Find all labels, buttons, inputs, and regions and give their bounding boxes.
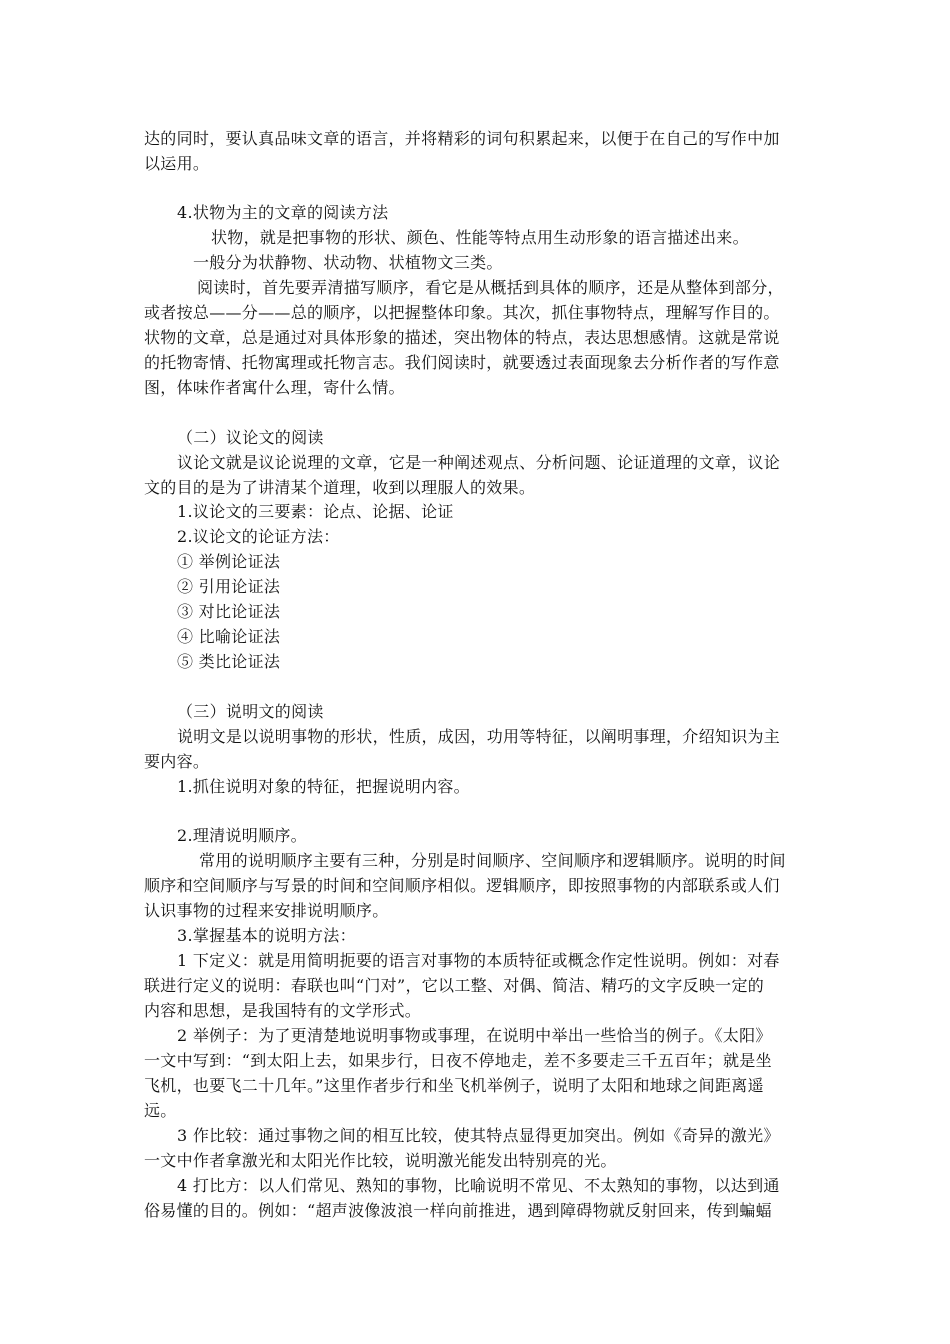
text-line: 2.理清说明顺序。 [177, 826, 307, 845]
list-item: ⑤ 类比论证法 [177, 652, 281, 671]
text-line: 飞机，也要飞二十几年。”这里作者步行和坐飞机举例子，说明了太阳和地球之间距离遥 [144, 1076, 764, 1095]
text-line: 认识事物的过程来安排说明顺序。 [144, 901, 389, 920]
text-line: 达的同时，要认真品味文章的语言，并将精彩的词句积累起来，以便于在自己的写作中加 [144, 129, 780, 148]
text-line: 一般分为状静物、状动物、状植物文三类。 [193, 253, 503, 272]
text-line: 1.抓住说明对象的特征，把握说明内容。 [177, 777, 470, 796]
text-line: 4 打比方：以人们常见、熟知的事物，比喻说明不常见、不太熟知的事物，以达到通 [177, 1176, 780, 1195]
text-line: 状物的文章，总是通过对具体形象的描述，突出物体的特点，表达思想感情。这就是常说 [144, 328, 780, 347]
text-line: 联进行定义的说明：春联也叫“门对”，它以工整、对偶、简洁、精巧的文字反映一定的 [144, 976, 765, 995]
text-line: 1.议论文的三要素：论点、论据、论证 [177, 502, 454, 521]
text-line: 说明文是以说明事物的形状，性质，成因，功用等特征，以阐明事理，介绍知识为主 [177, 727, 781, 746]
text-line: 内容和思想，是我国特有的文学形式。 [144, 1001, 422, 1020]
text-line: 图，体味作者寓什么理，寄什么情。 [144, 378, 405, 397]
text-line: 文的目的是为了讲清某个道理，收到以理服人的效果。 [144, 478, 536, 497]
text-line: 常用的说明顺序主要有三种，分别是时间顺序、空间顺序和逻辑顺序。说明的时间 [199, 851, 786, 870]
text-line: 阅读时，首先要弄清描写顺序，看它是从概括到具体的顺序，还是从整体到部分， [197, 278, 784, 297]
text-line: 或者按总——分——总的顺序，以把握整体印象。其次，抓住事物特点，理解写作目的。 [144, 303, 780, 322]
text-line: 的托物寄情、托物寓理或托物言志。我们阅读时，就要透过表面现象去分析作者的写作意 [144, 353, 780, 372]
section-heading: （二）议论文的阅读 [177, 428, 324, 447]
text-line: 一文中写到：“到太阳上去，如果步行，日夜不停地走，差不多要走三千五百年；就是坐 [144, 1051, 772, 1070]
text-line: 俗易懂的目的。例如：“超声波像波浪一样向前推进，遇到障碍物就反射回来，传到蝙蝠 [144, 1201, 772, 1220]
text-line: 远。 [144, 1101, 177, 1120]
text-line: 要内容。 [144, 752, 210, 771]
section-heading: 4.状物为主的文章的阅读方法 [177, 203, 389, 222]
list-item: ① 举例论证法 [177, 552, 281, 571]
text-line: 1 下定义：就是用简明扼要的语言对事物的本质特征或概念作定性说明。例如：对春 [177, 951, 780, 970]
text-line: 3.掌握基本的说明方法： [177, 926, 356, 945]
text-line: 顺序和空间顺序与写景的时间和空间顺序相似。逻辑顺序，即按照事物的内部联系或人们 [144, 876, 780, 895]
text-line: 状物，就是把事物的形状、颜色、性能等特点用生动形象的语言描述出来。 [211, 228, 749, 247]
text-line: 一文中作者拿激光和太阳光作比较，说明激光能发出特别亮的光。 [144, 1151, 617, 1170]
section-heading: （三）说明文的阅读 [177, 702, 324, 721]
list-item: ② 引用论证法 [177, 577, 281, 596]
text-line: 3 作比较：通过事物之间的相互比较，使其特点显得更加突出。例如《奇异的激光》 [177, 1126, 780, 1145]
text-line: 2.议论文的论证方法： [177, 527, 340, 546]
text-line: 以运用。 [144, 154, 210, 173]
list-item: ③ 对比论证法 [177, 602, 281, 621]
list-item: ④ 比喻论证法 [177, 627, 281, 646]
text-line: 2 举例子：为了更清楚地说明事物或事理，在说明中举出一些恰当的例子。《太阳》 [177, 1026, 772, 1045]
text-line: 议论文就是议论说理的文章，它是一种阐述观点、分析问题、论证道理的文章，议论 [177, 453, 781, 472]
